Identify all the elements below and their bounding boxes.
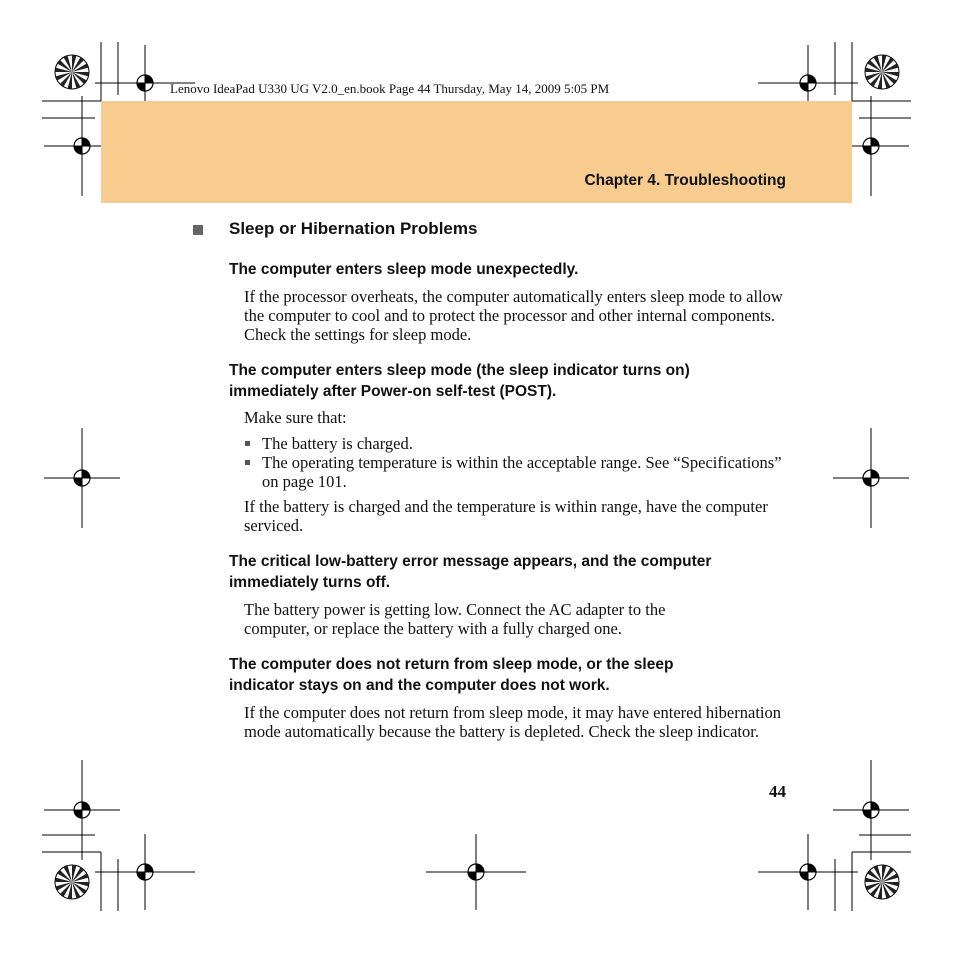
problem-text: If the battery is charged and the temperature is within range, have the computer serviced.	[244, 497, 768, 535]
problem-heading: The critical low-battery error message appears, and the computer immediately turns off.	[229, 553, 712, 591]
problem-heading: The computer does not return from sleep mode, or the sleep indicator stays on and the computer does not work.	[229, 656, 674, 694]
star-target-icon	[865, 865, 899, 899]
problem-text: If the computer does not return from sleep mode, it may have entered hibernation mode automatically because the battery is depleted. Check the sleep indicator.	[244, 703, 781, 741]
list-item: The operating temperature is within the acceptable range. See “Specifications” on page 101.	[244, 453, 789, 491]
bullet-square-icon	[245, 460, 250, 465]
list-item: The battery is charged.	[244, 434, 789, 453]
registration-target-icon	[758, 834, 858, 910]
registration-target-icon	[833, 760, 909, 860]
registration-target-icon	[426, 834, 526, 910]
section-title: Sleep or Hibernation Problems	[229, 219, 478, 238]
problem-heading: The computer enters sleep mode (the sleep indicator turns on) immediately after Power-on self-test (POST).	[229, 362, 690, 400]
problem-intro: Make sure that:	[244, 408, 347, 427]
star-target-icon	[865, 55, 899, 89]
chapter-title: Chapter 4. Troubleshooting	[584, 172, 786, 189]
bullet-square-icon	[245, 441, 250, 446]
problem-heading: The computer enters sleep mode unexpectedly.	[229, 261, 579, 278]
star-target-icon	[55, 55, 89, 89]
page-number: 44	[769, 782, 786, 801]
book-slug-line: Lenovo IdeaPad U330 UG V2.0_en.book Page 44 Thursday, May 14, 2009 5:05 PM	[170, 81, 610, 96]
registration-target-icon	[44, 428, 120, 528]
requirements-list	[244, 434, 789, 491]
registration-target-icon	[44, 760, 120, 860]
registration-target-icon	[833, 428, 909, 528]
problem-text: The battery power is getting low. Connect the AC adapter to the computer, or replace the battery with a fully charged one.	[244, 600, 666, 638]
registration-target-icon	[95, 834, 195, 910]
star-target-icon	[55, 865, 89, 899]
section-bullet-icon	[193, 225, 203, 235]
problem-text: If the processor overheats, the computer automatically enters sleep mode to allow the computer to cool and to protect the processor and other internal components. Check the settings for sleep mode.	[244, 287, 783, 344]
